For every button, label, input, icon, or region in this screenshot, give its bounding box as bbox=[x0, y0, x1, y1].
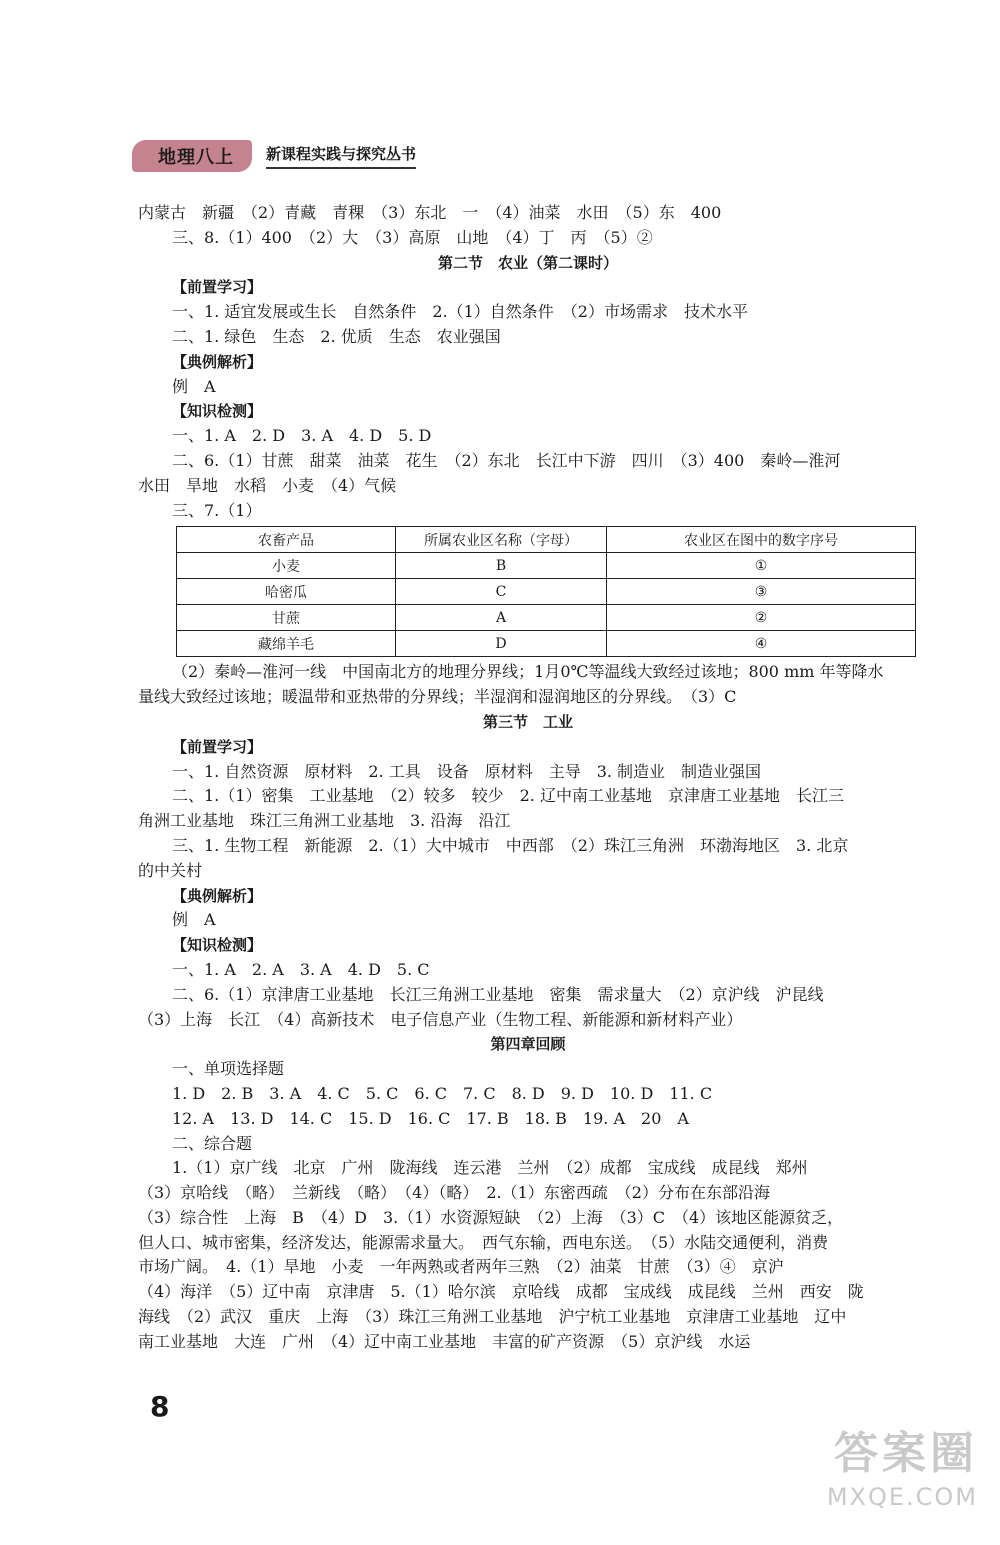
answer-line: 二、6.（1）甘蔗 甜菜 油菜 花生 （2）东北 长江中下游 四川 （3）400 秦岭—淮河 bbox=[172, 450, 841, 470]
subsection-label: 【前置学习】 bbox=[172, 737, 263, 756]
table-cell: B bbox=[396, 553, 607, 579]
table-cell: ② bbox=[607, 605, 916, 631]
answer-line: 12. A 13. D 14. C 15. D 16. C 17. B 18. B 19. A 20 A bbox=[172, 1108, 689, 1128]
answer-line: （3）综合性 上海 B （4）D 3.（1）水资源短缺 （2）上海 （3）C （4）该地区能源贫乏， bbox=[138, 1207, 844, 1227]
answer-line: （3）京哈线 （略） 兰新线 （略） （4）（略） 2.（1）东密西疏 （2）分布在东部沿海 bbox=[138, 1183, 770, 1203]
answer-line: 水田 旱地 水稻 小麦 （4）气候 bbox=[138, 475, 397, 495]
answer-line: 一、1. 自然资源 原材料 2. 工具 设备 原材料 主导 3. 制造业 制造业强国 bbox=[172, 761, 762, 781]
answer-line: 的中关村 bbox=[138, 860, 203, 880]
subsection-label: 【典例解析】 bbox=[172, 886, 263, 905]
answer-line: 二、1.（1）密集 工业基地 （2）较多 较少 2. 辽中南工业基地 京津唐工业基地 长江三 bbox=[172, 786, 844, 806]
answer-line: 海线 （2）武汉 重庆 上海 （3）珠江三角洲工业基地 沪宁杭工业基地 京津唐工业基地 辽中 bbox=[138, 1307, 847, 1327]
answer-line: 一、单项选择题 bbox=[172, 1059, 285, 1079]
answer-line: （3）上海 长江 （4）高新技术 电子信息产业（生物工程、新能源和新材料产业） bbox=[138, 1009, 743, 1029]
answer-line: 例 A bbox=[172, 910, 216, 930]
answer-line: （4）海洋 （5）辽中南 京津唐 5.（1）哈尔滨 京哈线 成都 宝成线 成昆线 兰州 西安 陇 bbox=[138, 1282, 864, 1302]
table-cell: 哈密瓜 bbox=[177, 579, 396, 605]
table-cell: A bbox=[396, 605, 607, 631]
table-row bbox=[177, 553, 916, 579]
answer-line: 一、1. A 2. A 3. A 4. D 5. C bbox=[172, 959, 430, 979]
answer-line: 南工业基地 大连 广州 （4）辽中南工业基地 丰富的矿产资源 （5）京沪线 水运 bbox=[138, 1331, 751, 1351]
table-row bbox=[177, 631, 916, 657]
answer-line: 二、1. 绿色 生态 2. 优质 生态 农业强国 bbox=[172, 326, 501, 346]
subsection-label: 【典例解析】 bbox=[172, 352, 263, 371]
watermark-url: MXQE.COM bbox=[826, 1483, 978, 1511]
table-cell: 藏绵羊毛 bbox=[177, 631, 396, 657]
table-cell: 小麦 bbox=[177, 553, 396, 579]
answer-line: 但人口、城市密集，经济发达，能源需求量大。 西气东输，西电东送。 （5）水陆交通便利，消费 bbox=[138, 1232, 829, 1252]
section-heading: 第二节 农业（第二课时） bbox=[437, 253, 618, 272]
answer-line: 量线大致经过该地；暖温带和亚热带的分界线；半湿润和湿润地区的分界线。 （3）C bbox=[138, 687, 737, 707]
answer-line: 1.（1）京广线 北京 广州 陇海线 连云港 兰州 （2）成都 宝成线 成昆线 郑州 bbox=[172, 1158, 808, 1178]
answer-line: 三、1. 生物工程 新能源 2.（1）大中城市 中西部 （2）珠江三角洲 环渤海地区 3. 北京 bbox=[172, 835, 849, 855]
subsection-label: 【知识检测】 bbox=[172, 936, 263, 955]
table-row bbox=[177, 605, 916, 631]
answer-line: 内蒙古 新疆 （2）青藏 青稞 （3）东北 一 （4）油菜 水田 （5）东 400 bbox=[138, 203, 722, 222]
answer-line: 三、8.（1）400 （2）大 （3）高原 山地 （4）丁 丙 （5）② bbox=[172, 227, 653, 247]
table-cell: ④ bbox=[607, 631, 916, 657]
answer-line: 二、综合题 bbox=[172, 1133, 253, 1153]
subsection-label: 【前置学习】 bbox=[172, 278, 263, 297]
table-cell: C bbox=[396, 579, 607, 605]
table-header-cell: 农业区在图中的数字序号 bbox=[607, 527, 916, 553]
answer-line: 三、7.（1） bbox=[172, 500, 262, 520]
answer-line: 例 A bbox=[172, 376, 216, 396]
answer-line: 1. D 2. B 3. A 4. C 5. C 6. C 7. C 8. D 9. D 10. D 11. C bbox=[172, 1083, 713, 1103]
table-header-row bbox=[177, 527, 916, 553]
subject-badge: 地理八上 bbox=[132, 140, 252, 172]
answer-line: 一、1. 适宜发展或生长 自然条件 2.（1）自然条件 （2）市场需求 技术水平 bbox=[172, 302, 748, 322]
table-row bbox=[177, 579, 916, 605]
answer-line: 一、1. A 2. D 3. A 4. D 5. D bbox=[172, 426, 432, 446]
table-cell: D bbox=[396, 631, 607, 657]
table-header-cell: 农畜产品 bbox=[177, 527, 396, 553]
subsection-label: 【知识检测】 bbox=[172, 402, 263, 421]
series-title: 新课程实践与探究丛书 bbox=[266, 143, 416, 169]
answer-line: 二、6.（1）京津唐工业基地 长江三角洲工业基地 密集 需求量大 （2）京沪线 沪昆线 bbox=[172, 984, 824, 1004]
answer-content bbox=[138, 201, 918, 1355]
section-heading: 第四章回顾 bbox=[490, 1035, 566, 1054]
section-heading: 第三节 工业 bbox=[482, 712, 573, 731]
watermark-logo bbox=[827, 1417, 978, 1511]
page-number: 8 bbox=[150, 1390, 170, 1423]
answer-block-b bbox=[138, 660, 918, 1354]
answer-block-a bbox=[138, 201, 918, 523]
answer-line: 角洲工业基地 珠江三角洲工业基地 3. 沿海 沿江 bbox=[138, 811, 511, 831]
agriculture-table bbox=[176, 526, 916, 657]
watermark-text: 答案圈 bbox=[834, 1428, 978, 1479]
table-cell: ① bbox=[607, 553, 916, 579]
page-header bbox=[132, 140, 416, 172]
table-cell: 甘蔗 bbox=[177, 605, 396, 631]
table-cell: ③ bbox=[607, 579, 916, 605]
answer-line: 市场广阔。 4.（1）旱地 小麦 一年两熟或者两年三熟 （2）油菜 甘蔗 （3）④ 京沪 bbox=[138, 1257, 784, 1277]
answer-line: （2）秦岭—淮河一线 中国南北方的地理分界线；1月0℃等温线大致经过该地；800 mm 年等降水 bbox=[172, 662, 884, 682]
table-header-cell: 所属农业区名称（字母） bbox=[396, 527, 607, 553]
